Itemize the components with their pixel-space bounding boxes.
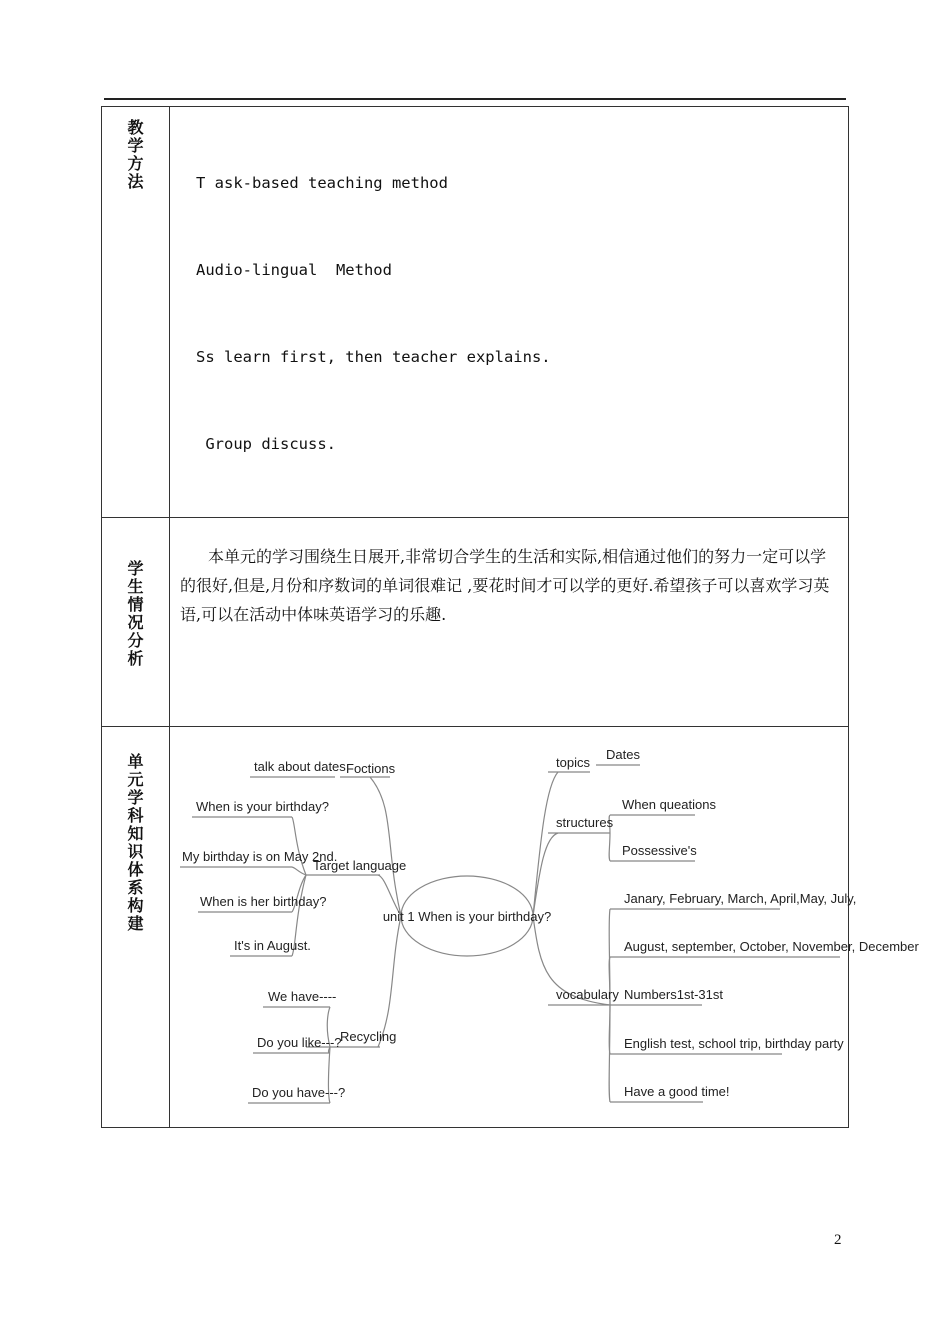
center-topic: unit 1 When is your birthday? — [382, 909, 552, 924]
target-item: It's in August. — [234, 938, 311, 953]
branch-structures: structures — [556, 815, 614, 830]
target-item: When is her birthday? — [200, 894, 327, 909]
recycling-item: We have---- — [268, 989, 337, 1004]
mindmap-cell — [170, 727, 919, 1128]
target-item: When is your birthday? — [196, 799, 329, 814]
method-line: Group discuss. — [196, 435, 336, 453]
method-line: Ss learn first, then teacher explains. — [196, 348, 551, 366]
structures-item: Possessive's — [622, 843, 697, 858]
vocabulary-item: Janary, February, March, April,May, July, — [624, 891, 857, 906]
branch-topics: topics — [556, 755, 590, 770]
analysis-row — [102, 518, 849, 727]
vocabulary-item: Numbers1st-31st — [624, 987, 723, 1002]
lesson-plan-table — [101, 106, 919, 1128]
recycling-item: Do you have---? — [252, 1085, 346, 1100]
analysis-label: 学生情况分析 — [127, 559, 144, 668]
foctions-item: talk about dates — [254, 759, 346, 774]
header-rule — [104, 98, 846, 100]
methods-row — [102, 107, 849, 518]
recycling-item: Do you like---? — [257, 1035, 342, 1050]
methods-list — [170, 107, 848, 517]
knowledge-label: 单元学科知识体系构建 — [127, 752, 144, 933]
structures-item: When queations — [622, 797, 716, 812]
branch-foctions: Foctions — [346, 761, 396, 776]
method-line: T ask-based teaching method — [196, 174, 448, 192]
vocabulary-item: Have a good time! — [624, 1084, 730, 1099]
branch-vocabulary: vocabulary — [556, 987, 619, 1002]
vocabulary-item: English test, school trip, birthday party — [624, 1036, 844, 1051]
knowledge-row — [102, 727, 849, 1128]
vocabulary-item: August, september, October, November, December — [624, 939, 919, 954]
branch-recycling: Recycling — [340, 1029, 397, 1044]
mind-map — [170, 727, 919, 1127]
target-item: My birthday is on May 2nd. — [182, 849, 338, 864]
analysis-text: 本单元的学习围绕生日展开,非常切合学生的生活和实际,相信通过他们的努力一定可以学的很好,但是,月份和序数词的单词很难记 ,要花时间才可以学的更好.希望孩子可以喜欢学习英语,可以在活动中体味英语学习的乐趣. — [180, 547, 830, 624]
topics-item: Dates — [606, 747, 640, 762]
page-number: 2 — [834, 1232, 842, 1248]
methods-label: 教学方法 — [127, 118, 144, 191]
method-line: Audio-lingual Method — [196, 261, 392, 279]
branch-target-language: Target language — [313, 858, 407, 873]
